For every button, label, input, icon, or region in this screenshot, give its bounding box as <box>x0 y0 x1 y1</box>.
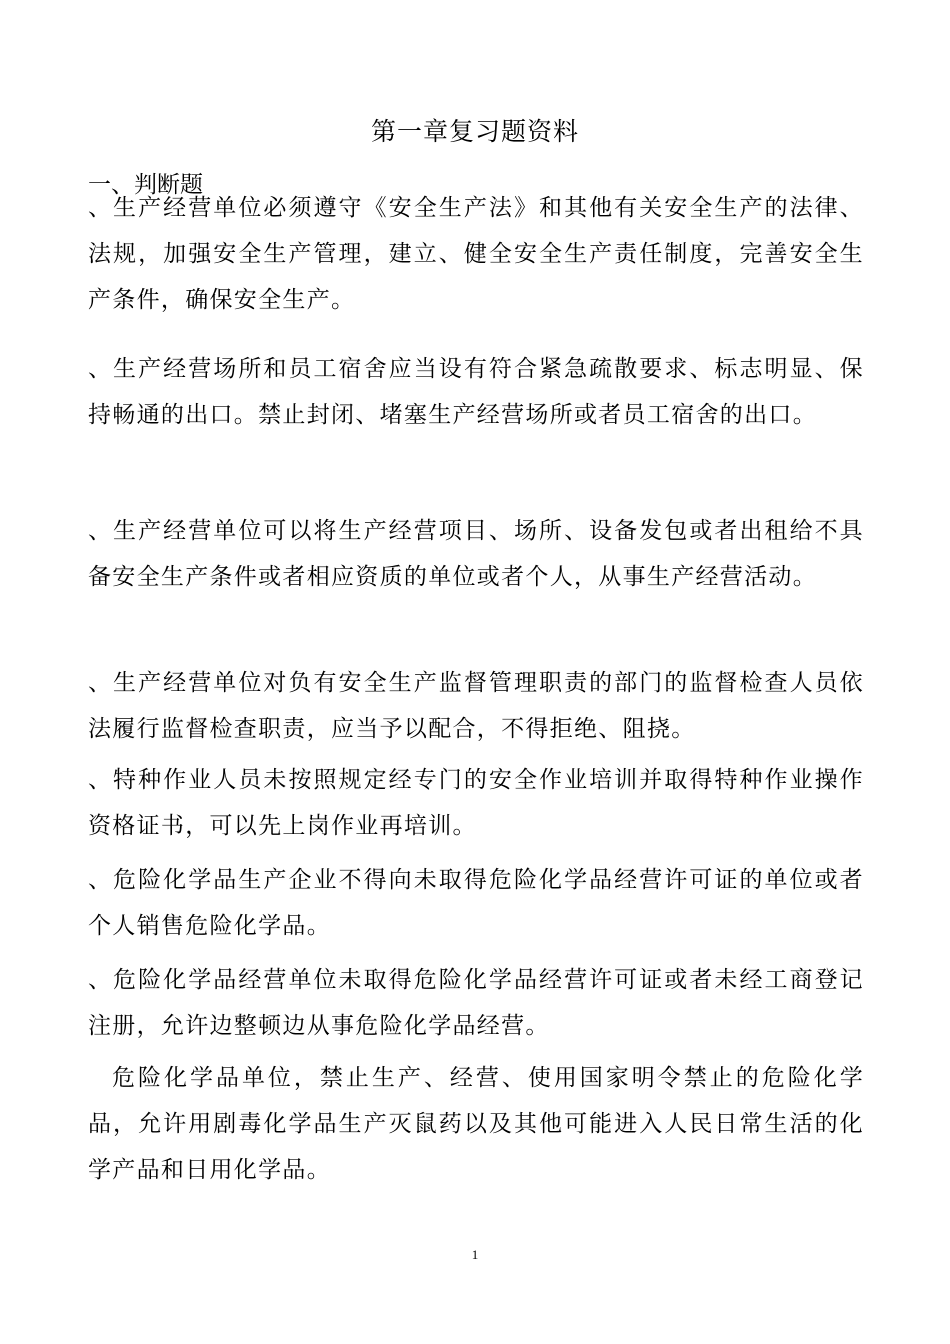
paragraph-2: 、生产经营场所和员工宿舍应当设有符合紧急疏散要求、标志明显、保持畅通的出口。禁止封闭、堵塞生产经营场所或者员工宿舍的出口。 <box>88 356 864 428</box>
paragraph-8: 危险化学品单位，禁止生产、经营、使用国家明令禁止的危险化学品，允许用剧毒化学品生产灭鼠药以及其他可能进入人民日常生活的化学产品和日用化学品。 <box>88 1065 864 1183</box>
document-title: 第一章复习题资料 <box>370 117 579 146</box>
paragraph-6: 、危险化学品生产企业不得向未取得危险化学品经营许可证的单位或者个人销售危险化学品。 <box>88 867 864 939</box>
paragraph-7: 、危险化学品经营单位未取得危险化学品经营许可证或者未经工商登记注册，允许边整顿边从事危险化学品经营。 <box>88 967 864 1039</box>
section-heading: 一、判断题 <box>88 172 203 198</box>
paragraph-1: 、生产经营单位必须遵守《安全生产法》和其他有关安全生产的法律、法规，加强安全生产管理，建立、健全安全生产责任制度，完善安全生产条件，确保安全生产。 <box>88 195 864 313</box>
paragraph-5: 、特种作业人员未按照规定经专门的安全作业培训并取得特种作业操作资格证书，可以先上岗作业再培训。 <box>88 767 864 839</box>
paragraph-4: 、生产经营单位对负有安全生产监督管理职责的部门的监督检查人员依法履行监督检查职责，应当予以配合，不得拒绝、阻挠。 <box>88 670 864 742</box>
paragraph-3: 、生产经营单位可以将生产经营项目、场所、设备发包或者出租给不具备安全生产条件或者相应资质的单位或者个人，从事生产经营活动。 <box>88 518 864 590</box>
page-number: 1 <box>471 1247 479 1262</box>
